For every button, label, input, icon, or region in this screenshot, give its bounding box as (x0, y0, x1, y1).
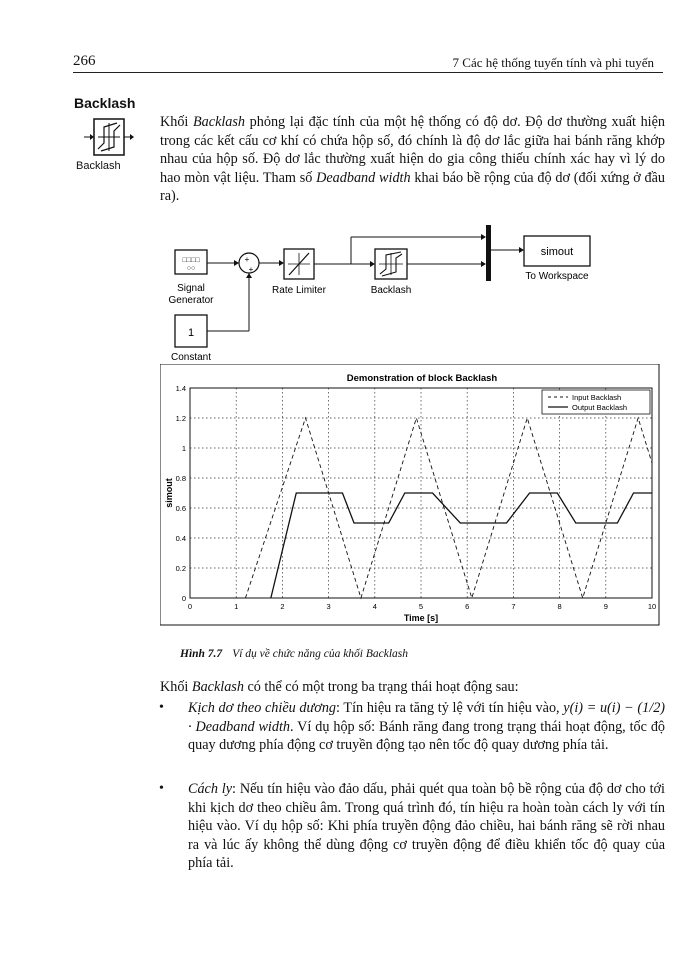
constant-label: Constant (170, 352, 212, 363)
y-tick-label: 1.4 (175, 384, 186, 393)
x-tick-label: 1 (234, 602, 239, 611)
svg-text:+: + (244, 255, 250, 264)
y-axis-label: simout (164, 478, 174, 508)
x-tick-label: 2 (280, 602, 285, 611)
y-tick-label: 0.6 (175, 504, 186, 513)
x-tick-label: 9 (603, 602, 608, 611)
y-tick-label: 0.4 (175, 534, 186, 543)
bullet-dot: • (159, 700, 164, 715)
x-tick-label: 4 (372, 602, 377, 611)
svg-text:□□□□: □□□□ (182, 257, 200, 264)
rate-limiter-label: Rate Limiter (272, 285, 326, 296)
y-tick-label: 0.2 (175, 564, 186, 573)
figure-caption (180, 648, 408, 660)
x-tick-label: 6 (465, 602, 470, 611)
param-name: Deadband width (316, 169, 411, 186)
block-name: Backlash (193, 114, 246, 130)
legend (542, 390, 650, 414)
states-intro: Khối Backlash có thể có một trong ba trạng thái hoạt động sau: (160, 679, 519, 695)
constant-value: 1 (187, 327, 195, 339)
header-rule (73, 72, 663, 73)
figure-caption-text: Ví dụ về chức năng của khối Backlash (232, 648, 409, 660)
block-diagram (155, 225, 605, 363)
bullet-item: • Kịch dơ theo chiều dương: Tín hiệu ra tăng tỷ lệ với tín hiệu vào, y(i) = u(i) − (1/2) · Deadband width. Ví dụ hộp số: Bánh răng đang trong trạng thái hoạt động, tốc độ quay dương phía động cơ truyền động tạo nên tốc độ quay dương phía tải. (159, 700, 666, 753)
x-tick-label: 5 (418, 602, 424, 611)
backlash-block-icon (84, 116, 134, 158)
intro-paragraph: Khối Backlash phỏng lại đặc tính của một hệ thống có độ dơ. Độ dơ thường xuất hiện trong các kết cấu cơ khí có chứa hộp số, đó chính là độ dơ lắc giữa hai bánh răng khớp nhau của hộp số. Độ dơ lắc thường xuất hiện do gia công thiếu chính xác hay vì lý do hao mòn vật liệu. Tham số Deadband width khai báo bề rộng của độ dơ (đối xứng ở đầu ra). (160, 114, 666, 204)
bullet-dot: • (159, 781, 164, 796)
bullet-term: Cách ly (188, 781, 233, 797)
x-axis-label: Time [s] (403, 613, 439, 623)
backlash-icon-label: Backlash (76, 160, 121, 172)
y-tick-label: 0.8 (175, 474, 186, 483)
signal-generator-label-1: Signal (177, 283, 205, 294)
page-number: 266 (73, 53, 96, 69)
backlash-label: Backlash (370, 285, 412, 296)
section-title: Backlash (74, 95, 136, 111)
signal-generator-label-2: Generator (168, 295, 214, 306)
legend-input: Input Backlash (572, 393, 622, 402)
x-tick-label: 3 (326, 602, 331, 611)
x-tick-label: 8 (557, 602, 562, 611)
y-tick-label: 1 (181, 444, 186, 453)
svg-text:+: + (248, 265, 254, 274)
x-tick-label: 7 (511, 602, 516, 611)
chart-title: Demonstration of block Backlash (346, 373, 498, 384)
simout-label: simout (540, 246, 574, 258)
bullet-item: • Cách ly: Nếu tín hiệu vào đảo dấu, phải quét qua toàn bộ bề rộng của độ dơ cho tới khi kịch dơ theo chiều âm. Trong quá trình đó, tín hiệu ra hoàn toàn cách ly với tín hiệu vào. Ví dụ hộp số: Khi phía truyền động đảo chiều, hai bánh răng sẽ rời nhau ra và lúc ấy không thể dùng động cơ truyền động để điều khiển tốc độ quay của phía tải. (159, 781, 665, 871)
y-tick-label: 1.2 (175, 414, 186, 423)
x-tick-label: 0 (187, 602, 193, 611)
to-workspace-label: To Workspace (525, 271, 589, 282)
figure-label: Hình 7.7 (180, 648, 223, 660)
mux-block (486, 225, 491, 281)
backlash-chart (160, 364, 660, 626)
y-tick-label: 0 (181, 594, 186, 603)
legend-output: Output Backlash (572, 403, 628, 412)
svg-text:○○: ○○ (186, 265, 196, 272)
chapter-title: 7 Các hệ thống tuyến tính và phi tuyến (452, 55, 654, 70)
x-tick-label: 10 (647, 602, 657, 611)
bullet-term: Kịch dơ theo chiều dương (188, 700, 337, 716)
